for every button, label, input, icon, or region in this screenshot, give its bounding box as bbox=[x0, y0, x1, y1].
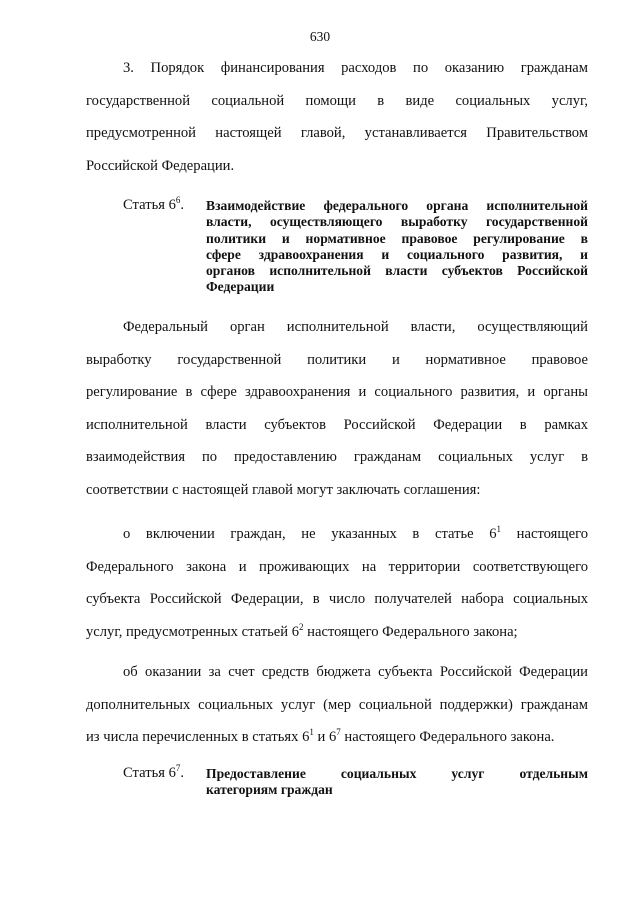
text-line: об оказании за счет средств бюджета субъекта Российской Федерации bbox=[123, 664, 588, 680]
text-line: взаимодействия по предоставлению гражданам социальных услуг в bbox=[86, 449, 588, 466]
article-title bbox=[206, 766, 588, 799]
text-line: из числа перечисленных в статьях $6^1$ и $6^7$ настоящего Федерального закона. bbox=[86, 727, 555, 746]
text-line: о включении граждан, не указанных в статье $6^1$ настоящего bbox=[123, 524, 588, 542]
title-line: Предоставление социальных услуг отдельным bbox=[206, 766, 588, 781]
article-label: Статья $6^6$. bbox=[123, 195, 185, 213]
title-line: категориям граждан bbox=[206, 782, 333, 798]
text-line: Федерального закона и проживающих на территории соответствующего bbox=[86, 558, 588, 575]
page-number: 630 bbox=[309, 29, 331, 44]
article-label: Статья $6^7$. bbox=[123, 763, 185, 781]
text-line: регулирование в сфере здравоохранения и социального развития, и органы bbox=[86, 384, 588, 401]
text-line: государственной социальной помощи в виде социальных услуг, bbox=[86, 92, 588, 109]
text-line: Российской Федерации. bbox=[86, 157, 235, 174]
title-line: органов исполнительной власти субъектов Российской bbox=[206, 263, 588, 279]
text-line: дополнительных социальных услуг (мер социальной поддержки) гражданам bbox=[86, 696, 588, 713]
title-line: Федерации bbox=[206, 279, 275, 295]
title-line: власти, осуществляющего выработку государственной bbox=[206, 214, 588, 230]
article-title bbox=[206, 198, 588, 296]
title-line: Взаимодействие федерального органа исполнительной bbox=[206, 198, 588, 213]
text-line: предусмотренной настоящей главой, устанавливается Правительством bbox=[86, 125, 588, 142]
title-line: сфере здравоохранения и социального развития, и bbox=[206, 246, 588, 262]
text-line: услуг, предусмотренных статьей $6^2$ настоящего Федерального закона; bbox=[86, 621, 518, 640]
paragraph-inclusion bbox=[86, 518, 588, 648]
paragraph-agreements bbox=[86, 311, 588, 507]
text-line: соответствии с настоящей главой могут заключать соглашения: bbox=[86, 481, 481, 498]
text-line: 3. Порядок финансирования расходов по оказанию гражданам bbox=[123, 60, 588, 76]
paragraph-financing bbox=[86, 52, 588, 182]
title-line: политики и нормативное правовое регулирование в bbox=[206, 230, 588, 246]
text-line: выработку государственной политики и нормативное правовое bbox=[86, 351, 588, 368]
paragraph-additional-services bbox=[86, 656, 588, 754]
text-line: Федеральный орган исполнительной власти, осуществляющий bbox=[123, 319, 588, 335]
text-line: субъекта Российской Федерации, в число получателей набора социальных bbox=[86, 591, 588, 608]
text-line: исполнительной власти субъектов Российской Федерации в рамках bbox=[86, 416, 588, 433]
